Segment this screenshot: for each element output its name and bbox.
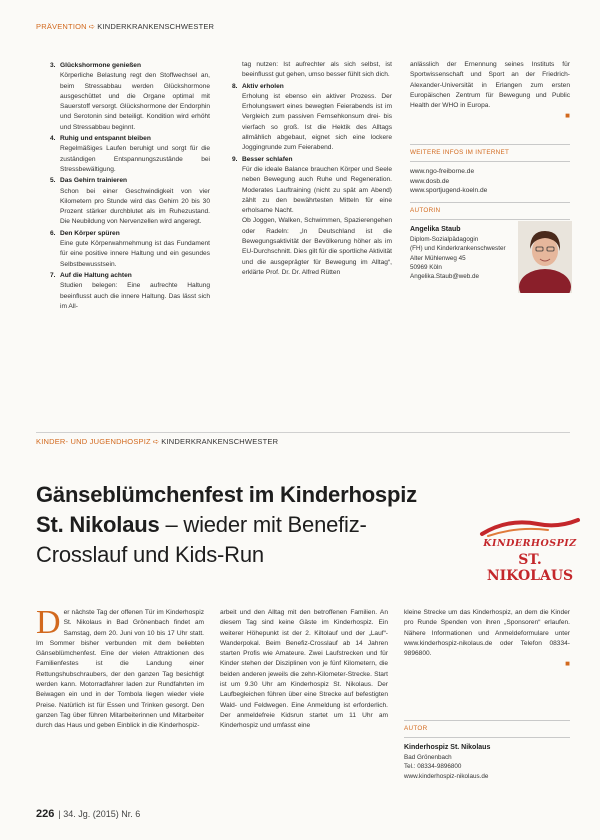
column-3-text: anlässlich der Ernennung seines Instituts für Sportwissenschaft und Sport an der Friedrich-Alexander-Universität in Erlangen zum ersten Europäischen Zentrum für Bewegung und Public Health der WHO in Europa. bbox=[410, 61, 570, 110]
link-item[interactable]: www.dosb.de bbox=[410, 177, 450, 185]
article-text: er nächste Tag der offenen Tür im Kinderhospiz St. Nikolaus in Bad Grönenbach findet am Samstag, dem 20. Juni von 10 bis 17 Uhr statt. Im Sommer bisher verbunden mit dem beliebten Gänseblümchenfest. Eine der vielen Attraktionen des Familienfestes ist die Landung einer Rettungshubschraubers, der den ganzen Tag besichtigt werden kann. Motorradfahrer laden zur Rundfahrten im Beiwagen ein und in der Tombola liegen wieder viele Preise. Natürlich ist für Essen und Trinken gesorgt. Den ganzen Tag über führen Mitarbeiterinnen und Mitarbeiter durch das Haus und geben Einblick in die Kinderhospiz- bbox=[36, 609, 204, 730]
section-category: PRÄVENTION bbox=[36, 22, 87, 31]
article-author-header: AUTOR bbox=[404, 720, 570, 738]
item-title: Den Körper spüren bbox=[60, 229, 120, 237]
end-mark-icon: ■ bbox=[565, 111, 570, 121]
arrow-icon: ➪ bbox=[88, 22, 96, 31]
page-number: 226 bbox=[36, 808, 55, 820]
item-text: Schon bei einer Geschwindigkeit von vier Kilometern pro Stunde wird das Gehirn 20 bis 30 Prozent stärker durchblutet als im Ruhezustand. Die Neubildung von Nervenzellen wird angeregt. bbox=[60, 187, 210, 226]
list-item: 4. Ruhig und entspannt bleiben Regelmäßiges Laufen beruhigt und sorgt für die zuständigen Entspannungszustände bei Stressbewältigung. bbox=[50, 134, 210, 175]
author-header: AUTORIN bbox=[410, 202, 570, 220]
column-3 bbox=[410, 60, 570, 295]
issue-info: | 34. Jg. (2015) Nr. 6 bbox=[58, 809, 141, 819]
author-photo bbox=[518, 221, 572, 293]
article-column-1 bbox=[36, 604, 204, 732]
author-name: Angelika Staub bbox=[410, 226, 461, 234]
links-list bbox=[410, 167, 570, 196]
column-2-intro: tag nutzen: Ist aufrechter als sich selbst, ist beeinflusst gut gehen, umso besser fühlt sich dich. bbox=[242, 61, 392, 79]
article-author-website[interactable]: www.kinderhospiz-nikolaus.de bbox=[404, 772, 489, 780]
item-title: Besser schlafen bbox=[242, 155, 293, 163]
item-title: Aktiv erholen bbox=[242, 82, 284, 90]
link-item[interactable]: www.sportjugend-koeln.de bbox=[410, 187, 488, 195]
item-text: Für die ideale Balance brauchen Körper und Seele neben Bewegung auch Ruhe und Regeneration. Moderates Lauftraining (nicht zu spät am Abend) zählt zu den bewährtesten Mitteln für eine erholsame Nacht. bbox=[242, 165, 392, 215]
article-author-name: Kinderhospiz St. Nikolaus bbox=[404, 744, 491, 752]
item-title: Ruhig und entspannt bleiben bbox=[60, 135, 151, 143]
logo-text-top: KINDERHOSPIZ bbox=[483, 538, 577, 549]
list-item: 6. Den Körper spüren Eine gute Körperwahrnehmung ist das Fundament für eine positive innere Haltung und ein gesundes Selbstbewusstsein. bbox=[50, 229, 210, 270]
section-subcategory: KINDERKRANKENSCHWESTER bbox=[161, 437, 279, 446]
logo-text-bottom: ST. NIKOLAUS bbox=[486, 552, 574, 584]
section-divider bbox=[36, 432, 570, 433]
links-header: WEITERE INFOS IM INTERNET bbox=[410, 144, 570, 162]
list-item: 3. Glückshormone genießen Körperliche Belastung regt den Stoffwechsel an, beim Stressabbau werden Glückshormone ausgeschüttet und die Organe optimal mit Sauerstoff versorgt. Glückshormone der Endorphin und Serotonin sind beteiligt. Kondition wird erhöht und Stressabbau beginnt. bbox=[50, 61, 210, 133]
page-footer bbox=[36, 808, 140, 820]
headline-bold: Gänseblümchenfest im Kinderhospiz St. Nikolaus bbox=[36, 482, 417, 537]
article-column-3 bbox=[404, 608, 570, 781]
section-label-top bbox=[36, 22, 214, 31]
item-text: Regelmäßiges Laufen beruhigt und sorgt für die zuständigen Entspannungszustände bei Stressbewältigung. bbox=[60, 145, 210, 173]
section-category: KINDER- UND JUGENDHOSPIZ bbox=[36, 437, 151, 446]
arrow-icon: ➪ bbox=[152, 437, 160, 446]
headline-regular: – wieder mit Benefiz-Crosslauf und Kids-Run bbox=[36, 512, 367, 567]
column-2 bbox=[232, 60, 392, 278]
author-details: Diplom-Sozialpädagogin (FH) und Kinderkrankenschwester Alter Mühlenweg 45 50969 Köln Angelika.Staub@web.de bbox=[410, 235, 510, 281]
item-text: Erholung ist ebenso ein aktiver Prozess. Der Erholungswert eines bewegten Feierabends ist im Vergleich zum passiven Fernsehkonsum drei- bis vierfach so groß. Ist die Hektik des Alltags allmählich abgebaut, eignet sich eine lockere Joggingrunde zum Feierabend. bbox=[242, 92, 392, 152]
list-item: 5. Das Gehirn trainieren Schon bei einer Geschwindigkeit von vier Kilometern pro Stunde wird das Gehirn 20 bis 30 Prozent stärker durchblutet als im Ruhezustand. Die Neubildung von Nervenzellen wird angeregt. bbox=[50, 176, 210, 227]
item-text: Studien belegen: Eine aufrechte Haltung beeinflusst auch die innere Haltung. Das lässt sich im All- bbox=[60, 282, 210, 310]
article-headline bbox=[36, 480, 446, 570]
list-item: 8. Aktiv erholen Erholung ist ebenso ein aktiver Prozess. Der Erholungswert eines bewegten Feierabends ist im Vergleich zum passiven Fernsehkonsum drei- bis vierfach so groß. Ist die Hektik des Alltags allmählich abgebaut, eignet sich eine lockere Joggingrunde zum Feierabend. bbox=[232, 82, 392, 154]
article-column-2 bbox=[220, 608, 388, 732]
item-text: Körperliche Belastung regt den Stoffwechsel an, beim Stressabbau werden Glückshormone ausgeschüttet und die Organe optimal mit Sauerstoff versorgt. Glückshormone der Endorphin und Serotonin sind beteiligt. Kondition wird erhöht und Stressabbau beginnt. bbox=[60, 72, 210, 131]
dropcap: D bbox=[36, 604, 61, 641]
item-title: Glückshormone genießen bbox=[60, 62, 141, 69]
item-title: Das Gehirn trainieren bbox=[60, 177, 128, 185]
item-title: Auf die Haltung achten bbox=[60, 271, 132, 279]
link-item[interactable]: www.ngo-freiborne.de bbox=[410, 168, 475, 176]
article-author-details: Bad Grönenbach Tel.: 08334-9896800 www.kinderhospiz-nikolaus.de bbox=[404, 753, 570, 781]
item-text: Eine gute Körperwahrnehmung ist das Fundament für eine positive innere Haltung und ein gesundes Selbstbewusstsein. bbox=[60, 240, 210, 268]
column-1 bbox=[50, 60, 210, 312]
section-label-2 bbox=[36, 437, 278, 446]
section-subcategory: KINDERKRANKENSCHWESTER bbox=[97, 22, 215, 31]
end-mark-icon: ■ bbox=[565, 659, 570, 669]
list-item: 7. Auf die Haltung achten Studien belegen: Eine aufrechte Haltung beeinflusst auch die innere Haltung. Das lässt sich im All- bbox=[50, 271, 210, 312]
article-text: kleine Strecke um das Kinderhospiz, an dem die Kinder pro Runde Spenden von ihren „Sponsoren“ erlaufen. Nähere Informationen und Anmeldeformulare unter www.kinderhospiz-nikolaus.de oder Telefon 08334-9896800. bbox=[404, 609, 570, 658]
list-item: 9. Besser schlafen Für die ideale Balance brauchen Körper und Seele neben Bewegung auch Ruhe und Regeneration. Moderates Lauftraining (nicht zu spät am Abend) zählt zu den bewährtesten Mitteln für eine erholsame Nacht. bbox=[232, 155, 392, 217]
kinderhospiz-logo bbox=[478, 516, 582, 586]
column-2-outro: Ob Joggen, Walken, Schwimmen, Spazierengehen oder Radeln: „In Deutschland ist die Bewegungsaktivität der Bevölkerung höher als im EU-Durchschnitt. Dies gilt für die sportliche Aktivität und die ausgeprägter für Bewegung im Alltag“, erklärte Prof. Dr. Dr. Alfred Rütten bbox=[242, 217, 392, 276]
logo-swoosh-icon bbox=[478, 516, 582, 540]
article-text: arbeit und den Alltag mit den betroffenen Familien. An diesem Tag sind keine Gäste im Kinderhospiz. Ein weiterer Höhepunkt ist der 2. Kiltolauf und der „Lauf“-Wanderpokal. Beim Benefiz-Crosslauf ab 14 Jahren starten Profis wie Amateure. Zwei Laufstrecken und für Kinder stehen der Disziplinen von je fünf Kilometern, die beiden anderen jeweils die zehn-Kilometer-Strecke. Start ist um 9.30 Uhr am Kinderhospiz St. Nikolaus. Der Laufbegleichen führen über eine Strecke auf befestigten Wald- und Feldwegen. Eine Anmeldung ist erforderlich. Der anmeldefreie Kidsrun startet um 11 Uhr am Kinderhospiz und umfasst eine bbox=[220, 609, 388, 730]
author-email[interactable]: Angelika.Staub@web.de bbox=[410, 273, 480, 281]
